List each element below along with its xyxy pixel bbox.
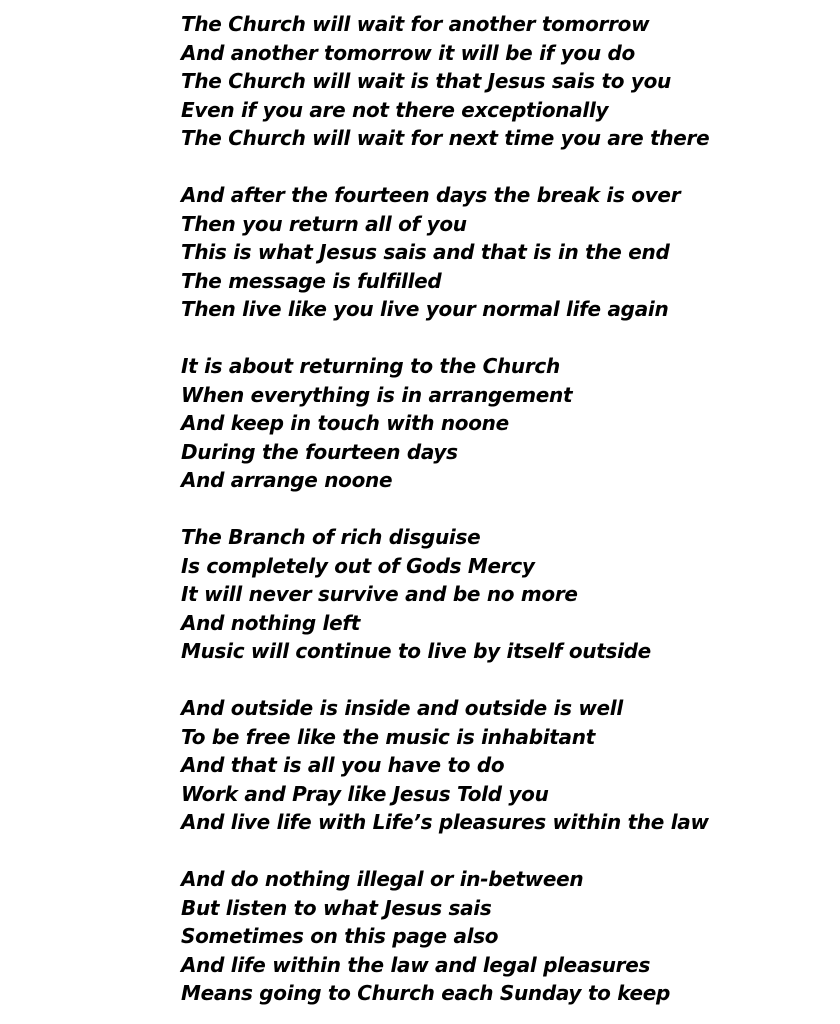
stanza-1: [181, 10, 821, 153]
poem-line: But listen to what Jesus sais: [181, 895, 492, 920]
poem-line: Means going to Church each Sunday to keep: [181, 981, 671, 1005]
poem-line: And that is all you have to do: [181, 753, 505, 777]
stanza-4: [181, 523, 821, 666]
poem-line: When everything is in arrangement: [181, 382, 573, 407]
stanza-2: [181, 181, 821, 324]
stanza-5: [181, 694, 821, 837]
poem-line: And life within the law and legal pleasures: [181, 952, 651, 977]
poem-line: And keep in touch with noone: [181, 411, 509, 435]
poem-line: Is completely out of Gods Mercy: [181, 553, 535, 578]
poem-line: The Branch of rich disguise: [181, 525, 481, 549]
poem-line: And live life with Life’s pleasures within the law: [181, 810, 709, 834]
poem-line: Even if you are not there exceptionally: [181, 97, 609, 122]
stanza-3: [181, 352, 821, 495]
poem-line: The message is fulfilled: [181, 268, 442, 293]
stanza-6: [181, 865, 821, 1008]
poem-line: This is what Jesus sais and that is in the end: [181, 240, 670, 264]
poem-line: And arrange noone: [181, 468, 393, 492]
poem-line: Then live like you live your normal life again: [181, 297, 669, 321]
poem-line: And nothing left: [181, 610, 361, 635]
poem-line: The Church will wait is that Jesus sais to you: [181, 69, 671, 93]
poem-line: Then you return all of you: [181, 211, 467, 236]
poem-line: To be free like the music is inhabitant: [181, 724, 595, 749]
poem-line: The Church will wait for another tomorrow: [181, 12, 650, 36]
poem-line: During the fourteen days: [181, 439, 458, 464]
poem-line: And outside is inside and outside is well: [181, 696, 623, 720]
poem-line: Work and Pray like Jesus Told you: [181, 781, 549, 806]
poem-line: And another tomorrow it will be if you do: [181, 40, 635, 65]
poem-line: The Church will wait for next time you are there: [181, 126, 710, 150]
poem-line: Music will continue to live by itself outside: [181, 639, 651, 663]
poem-text: [181, 10, 821, 1008]
poem-line: It is about returning to the Church: [181, 354, 560, 378]
poem-line: And do nothing illegal or in-between: [181, 867, 584, 891]
poem-line: Sometimes on this page also: [181, 924, 499, 948]
poem-line: It will never survive and be no more: [181, 582, 578, 606]
poem-line: And after the fourteen days the break is over: [181, 183, 681, 207]
